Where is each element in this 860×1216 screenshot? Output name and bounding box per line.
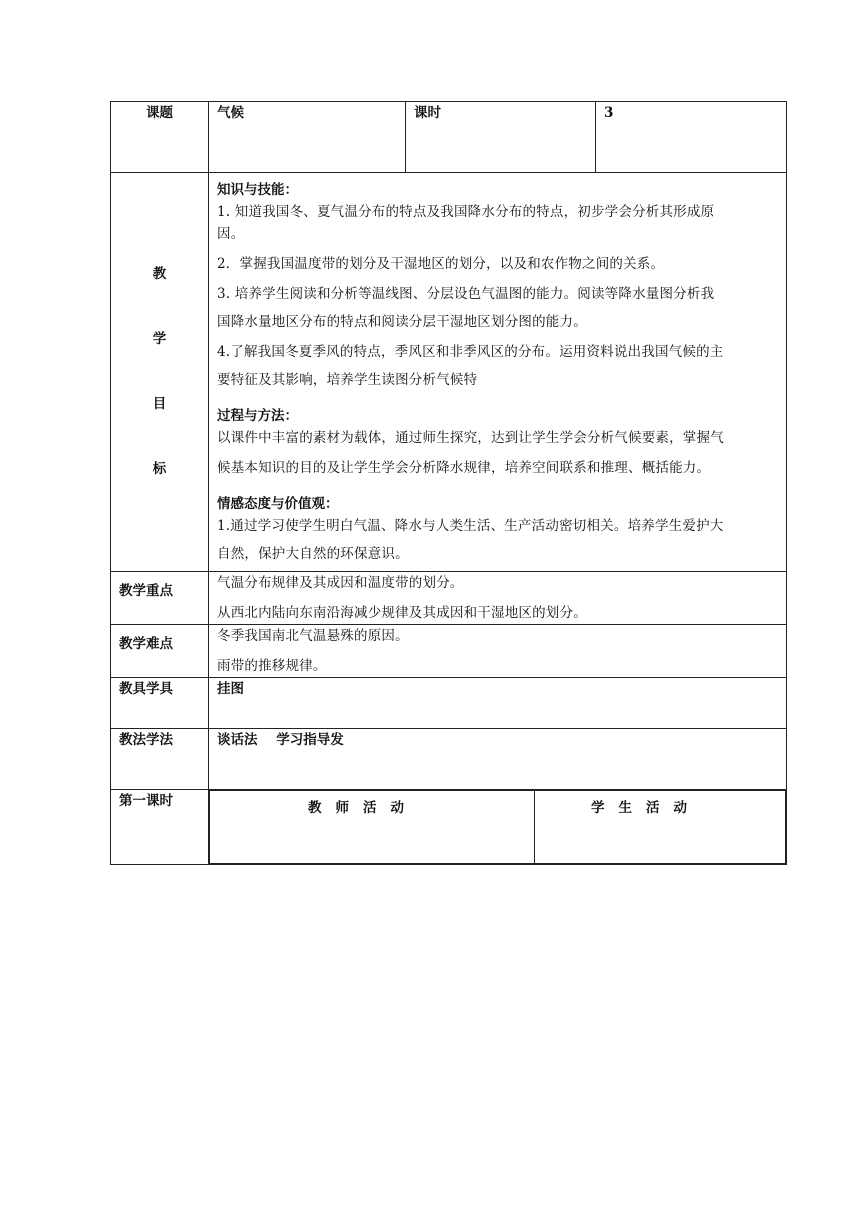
hours-value: 3 (596, 102, 787, 173)
student-activity-header: 学生活动 (591, 800, 701, 816)
process-line: 以课件中丰富的素材为载体，通过师生探究，达到让学生学会分析气候要素，掌握气 (217, 430, 724, 446)
teacher-activity-cell (210, 791, 535, 864)
student-activity-cell (535, 791, 786, 864)
knowledge-line: 国降水量地区分布的特点和阅读分层干湿地区划分图的能力。 (217, 314, 587, 330)
tools-label: 教具学具 (111, 678, 209, 729)
topic-value: 气候 (209, 102, 406, 173)
emotion-line: 1.通过学习使学生明白气温、降水与人类生活、生产活动密切相关。培养学生爱护大 (217, 518, 724, 534)
methods-value: 谈话法 学习指导发 (209, 729, 787, 790)
emotion-title: 情感态度与价值观： (217, 496, 339, 512)
header-row (111, 102, 787, 173)
knowledge-line: 1. 知道我国冬、夏气温分布的特点及我国降水分布的特点，初步学会分析其形成原 (217, 204, 715, 220)
process-line: 候基本知识的目的及让学生学会分析降水规律，培养空间联系和推理、概括能力。 (217, 460, 711, 476)
difficulty-line: 雨带的推移规律。 (217, 658, 327, 674)
difficulties-row (111, 625, 787, 678)
methods-row (111, 729, 787, 790)
key-point-line: 气温分布规律及其成因和温度带的划分。 (217, 575, 464, 591)
goals-label-char: 学 (152, 331, 167, 347)
goals-label-char: 目 (152, 396, 167, 412)
key-point-line: 从西北内陆向东南沿海减少规律及其成因和干湿地区的划分。 (217, 605, 587, 621)
methods-label: 教法学法 (111, 729, 209, 790)
goals-label (111, 173, 209, 572)
goals-row (111, 173, 787, 572)
knowledge-line: 要特征及其影响，培养学生读图分析气候特 (217, 372, 478, 388)
goals-label-char: 标 (152, 461, 167, 477)
tools-value: 挂图 (209, 678, 787, 729)
knowledge-line: 因。 (217, 226, 245, 242)
lesson-label: 第一课时 (111, 790, 209, 865)
knowledge-line: 4.了解我国冬夏季风的特点，季风区和非季风区的分布。运用资料说出我国气候的主 (217, 344, 724, 360)
tools-row (111, 678, 787, 729)
knowledge-line: 3. 培养学生阅读和分析等温线图、分层设色气温图的能力。阅读等降水量图分析我 (217, 286, 715, 302)
process-title: 过程与方法： (217, 408, 298, 424)
emotion-line: 自然，保护大自然的环保意识。 (217, 546, 409, 562)
goals-content (209, 173, 787, 572)
lesson-plan-table (110, 101, 787, 865)
hours-label: 课时 (406, 102, 596, 173)
difficulties-label: 教学难点 (111, 625, 209, 678)
knowledge-title: 知识与技能： (217, 182, 298, 198)
key-points-content (209, 572, 787, 625)
teacher-activity-header: 教师活动 (308, 800, 418, 816)
lesson-row (111, 790, 787, 865)
key-points-label: 教学重点 (111, 572, 209, 625)
goals-label-char: 教 (152, 266, 167, 282)
difficulties-content (209, 625, 787, 678)
difficulty-line: 冬季我国南北气温悬殊的原因。 (217, 628, 409, 644)
lesson-activities (209, 790, 787, 865)
key-points-row (111, 572, 787, 625)
knowledge-line: 2．掌握我国温度带的划分及干湿地区的划分，以及和农作物之间的关系。 (217, 256, 665, 272)
topic-label: 课题 (111, 102, 209, 173)
activity-table (209, 790, 786, 864)
